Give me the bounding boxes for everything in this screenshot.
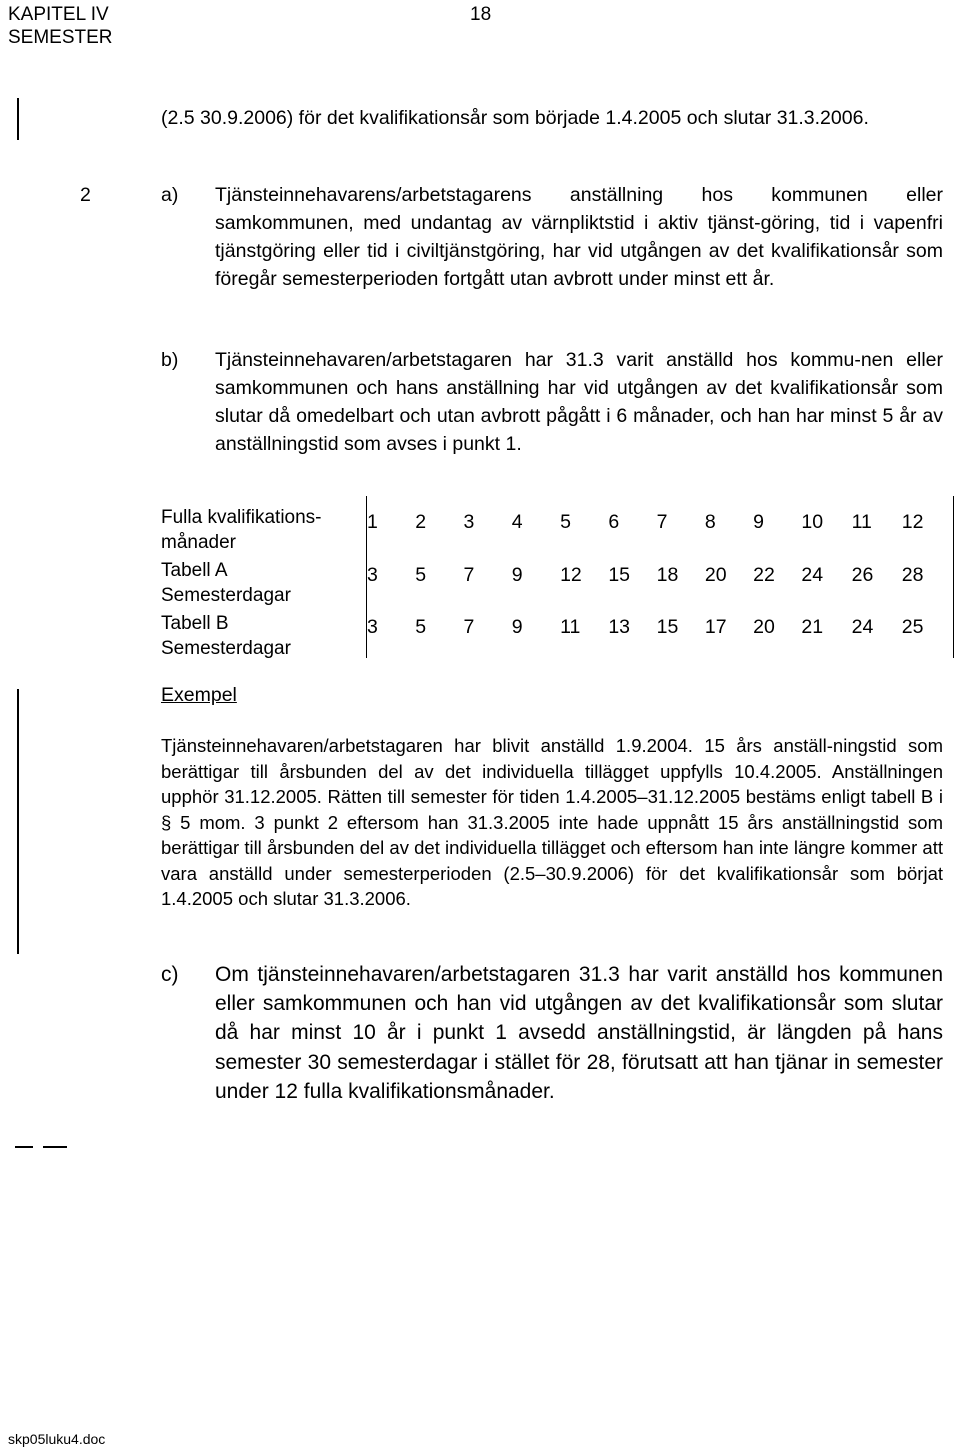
table-cell: 21: [801, 616, 824, 638]
change-bar-example: [17, 689, 19, 954]
table-cell: 13: [608, 616, 631, 638]
table-cell: 9: [511, 564, 523, 586]
table-row-tabell-b: [367, 615, 952, 639]
table-cell: 25: [901, 616, 924, 638]
table-cell: 24: [851, 616, 874, 638]
table-cell: 3: [463, 511, 475, 533]
footer-filename: skp05luku4.doc: [8, 1431, 106, 1447]
table-cell: 12: [901, 511, 924, 533]
deletion-mark: [43, 1146, 67, 1148]
table-cell: 8: [704, 511, 716, 533]
vacation-table: [161, 505, 361, 661]
table-cell: 15: [608, 564, 631, 586]
table-cell: 1: [367, 511, 378, 533]
table-cell: 24: [801, 564, 824, 586]
table-cell: 9: [753, 511, 764, 533]
table-cell: 15: [656, 616, 679, 638]
table-cell: 22: [753, 564, 775, 586]
example-text: Tjänsteinnehavaren/arbetstagaren har blivit anställd 1.9.2004. 15 års anställ-ningstid som berättigar till årsbunden del av det individuella tillägget uppfylls 10.4.2005. Anställningen upphör 31.12.2005. Rätten till semester för tiden 1.4.2005–31.12.2005 bestäms enligt tabell B i § 5 mom. 3 punkt 2 eftersom han 31.3.2005 inte hade uppnått 15 års anställningstid som berättigar till årsbunden del av det individuella tillägget och eftersom han inte längre kommer att vara anställd under semesterperioden (2.5–30.9.2006) för det kvalifikationsår som börjat 1.4.2005 och slutar 31.3.2006.: [161, 735, 943, 909]
table-cell: 5: [415, 564, 427, 586]
item-b-text: Tjänsteinnehavaren/arbetstagaren har 31.3 varit anställd hos kommu-nen eller samkommunen och hans anställning har vid utgången av det kvalifikationsår som slutar då omedelbart och utan avbrott pågått i 6 månader, och han har minst 5 år av anställningstid som avses i punkt 1.: [215, 349, 943, 455]
table-label-months: Fulla kvalifikations-månader: [161, 507, 322, 553]
table-cell: 20: [704, 564, 727, 586]
item-c-label: c): [161, 963, 179, 986]
table-cell: 5: [560, 511, 571, 533]
table-cell: 3: [367, 616, 378, 638]
table-label-b: Tabell B Semesterdagar: [161, 613, 291, 659]
table-cell: 6: [608, 511, 620, 533]
table-label-a: Tabell A Semesterdagar: [161, 560, 291, 606]
intro-paragraph: (2.5 30.9.2006) för det kvalifikationsår som började 1.4.2005 och slutar 31.3.2006.: [161, 107, 869, 129]
table-cell: 11: [560, 616, 581, 638]
page-number: 18: [470, 4, 492, 25]
item-b-label: b): [161, 349, 179, 371]
item-a-label: a): [161, 184, 179, 206]
item-c-text: Om tjänsteinnehavaren/arbetstagaren 31.3 har varit anställd hos kommunen eller samkommunen och han vid utgången av det kvalifikationsår som slutar då har minst 10 år i punkt 1 avsedd anställningstid, är längden på hans semester 30 semesterdagar i stället för 28, förutsatt att han tjänar in semester under 12 fulla kvalifikationsmånader.: [215, 963, 943, 1103]
table-row-months: [367, 510, 952, 534]
table-cell: 5: [415, 616, 427, 638]
section-number: 2: [80, 184, 91, 206]
table-cell: 4: [511, 511, 523, 533]
example-title: Exempel: [161, 684, 237, 706]
table-cell: 17: [704, 616, 727, 638]
chapter-subtitle: SEMESTER: [8, 27, 113, 48]
chapter-title: KAPITEL IV: [8, 4, 109, 25]
table-cell: 20: [753, 616, 775, 638]
table-cell: 7: [463, 616, 475, 638]
table-cell: 3: [367, 564, 378, 586]
table-cell: 7: [463, 564, 475, 586]
table-cell: 28: [901, 564, 924, 586]
change-bar: [17, 98, 19, 140]
table-row-tabell-a: [367, 563, 952, 587]
table-divider-right: [953, 496, 954, 658]
table-cell: 9: [511, 616, 523, 638]
table-cell: 7: [656, 511, 668, 533]
table-cell: 2: [415, 511, 427, 533]
deletion-mark: [15, 1146, 33, 1148]
table-cell: 18: [656, 564, 679, 586]
item-a-text: Tjänsteinnehavarens/arbetstagarens anställning hos kommunen eller samkommunen, med undantag av värnpliktstid i aktiv tjänst-göring, tid i vapenfri tjänstgöring eller tid i civiltjänstgöring, har vid utgången av det kvalifikationsår som föregår semesterperioden fortgått utan avbrott under minst ett år.: [215, 184, 943, 290]
table-cell: 10: [801, 511, 824, 533]
table-cell: 11: [851, 511, 872, 533]
table-cell: 12: [560, 564, 582, 586]
table-cell: 26: [851, 564, 874, 586]
